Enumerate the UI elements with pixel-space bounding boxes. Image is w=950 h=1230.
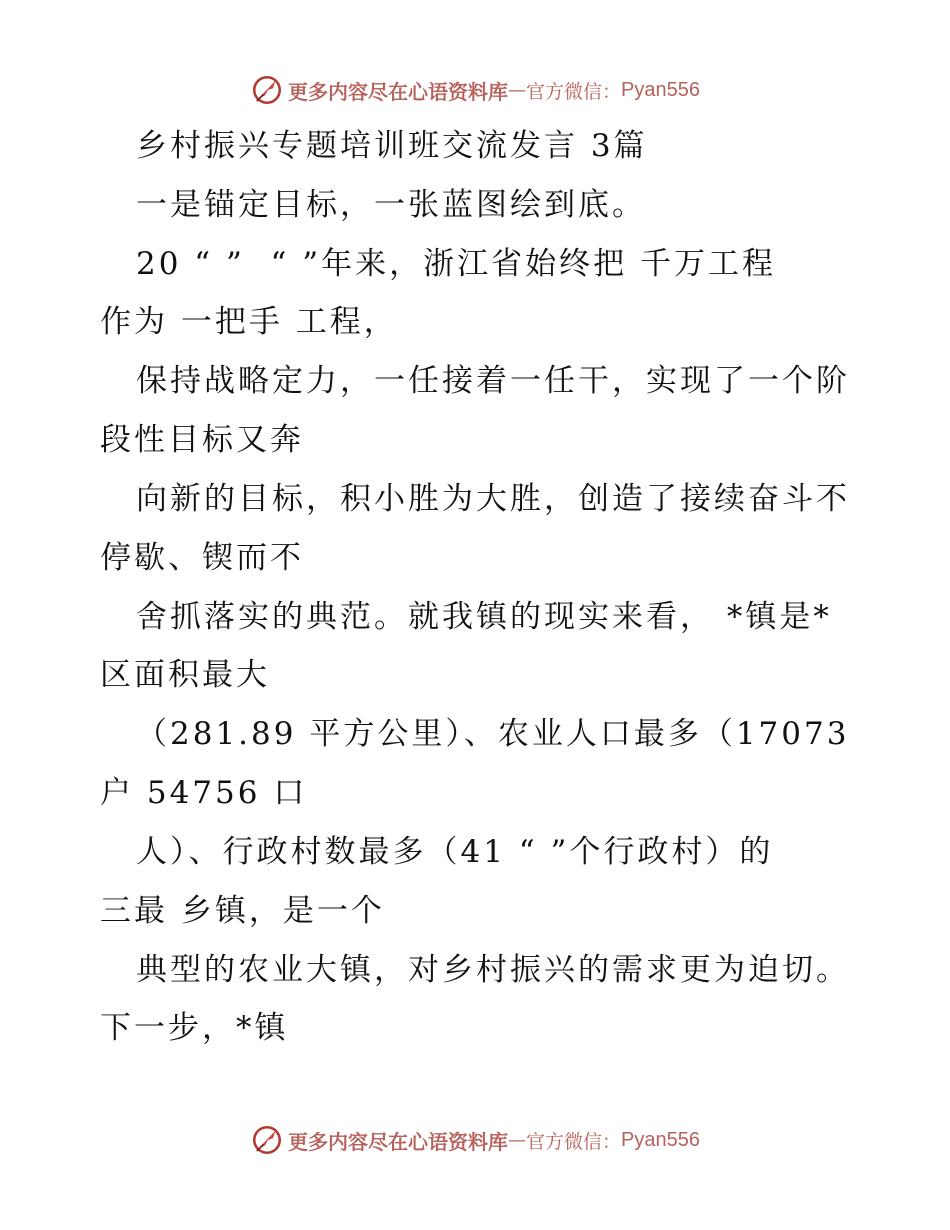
banner-separator: — (508, 1129, 526, 1151)
paragraph-line: 向新的目标，积小胜为大胜，创造了接续奋斗不 (136, 481, 850, 517)
banner-wechat-label: 官方微信： (526, 1130, 622, 1153)
paragraph-line: 户 54756 口 (100, 775, 308, 811)
banner-brand-text: 更多内容尽在心语资料库 (288, 1129, 508, 1154)
paragraph-line: 舍抓落实的典范。就我镇的现实来看， *镇是* (136, 599, 832, 635)
banner-wechat-id: Pyan556 (621, 1128, 700, 1151)
paragraph-line: 保持战略定力，一任接着一任干，实现了一个阶 (136, 363, 850, 399)
paragraph-line: 20 “ ” “ ”年来，浙江省始终把 千万工程 (136, 246, 776, 282)
paragraph-line: 下一步，*镇 (100, 1010, 289, 1046)
paragraph-line: 段性目标又奔 (100, 422, 304, 458)
banner-separator: — (508, 79, 526, 101)
paragraph-line: 作为 一把手 工程， (100, 304, 398, 340)
header-banner (0, 70, 950, 110)
document-title: 乡村振兴专题培训班交流发言 3篇 (136, 128, 648, 164)
paragraph-line: 三最 乡镇，是一个 (100, 893, 385, 929)
paragraph-line: 人）、行政村数最多（41 “ ”个行政村）的 (136, 834, 774, 870)
paragraph-line: 停歇、锲而不 (100, 540, 304, 576)
banner-wechat-id: Pyan556 (621, 78, 700, 101)
quill-logo-icon (250, 1123, 284, 1157)
footer-banner (0, 1120, 950, 1160)
banner-brand-text: 更多内容尽在心语资料库 (288, 79, 508, 104)
paragraph-line: 典型的农业大镇，对乡村振兴的需求更为迫切。 (136, 952, 850, 988)
paragraph-line: 区面积最大 (100, 657, 270, 693)
paragraph-line: 一是锚定目标，一张蓝图绘到底。 (136, 187, 646, 223)
paragraph-line: （281.89 平方公里）、农业人口最多（17073 (136, 716, 850, 752)
banner-wechat-label: 官方微信： (526, 80, 622, 103)
quill-logo-icon (250, 73, 284, 107)
